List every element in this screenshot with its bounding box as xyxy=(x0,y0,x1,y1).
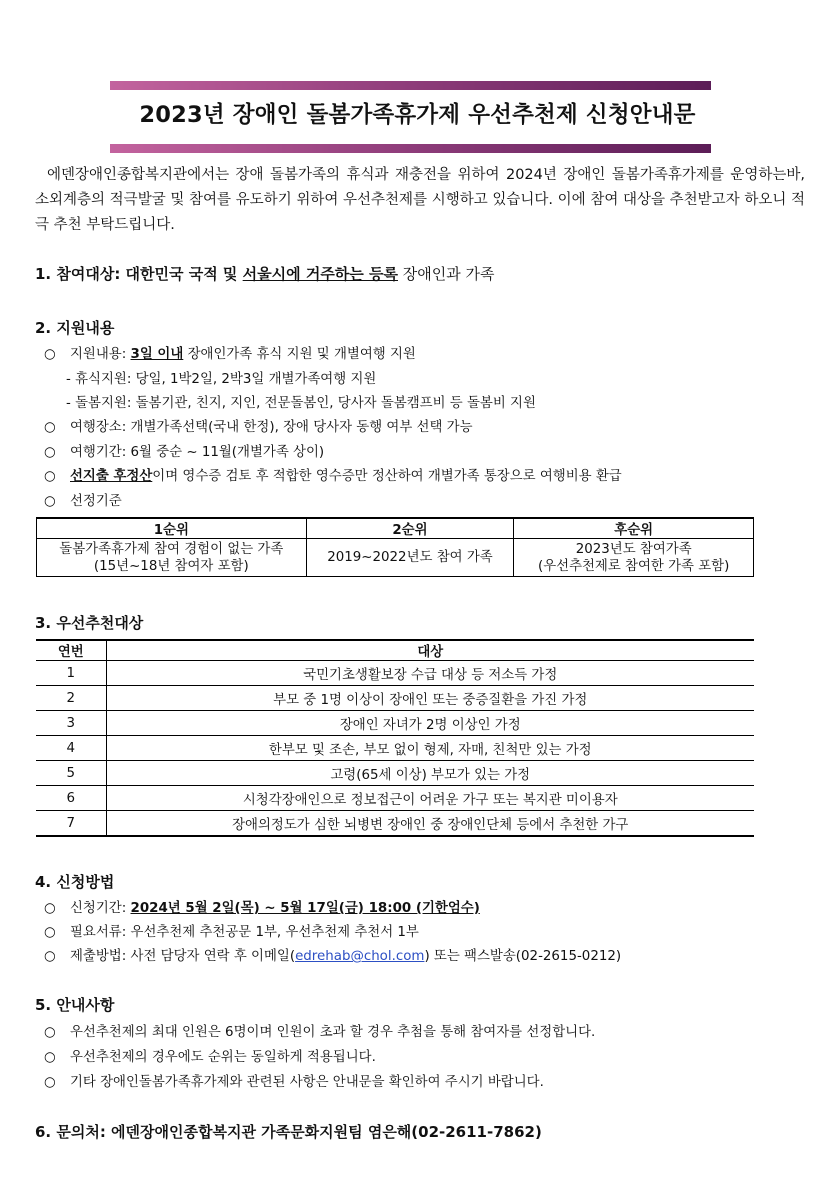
notice-item xyxy=(44,1071,544,1090)
criteria-text: 선정기준 xyxy=(70,494,122,509)
notice-text: 기타 장애인돌봄가족휴가제와 관련된 사항은 안내문을 확인하여 주시기 바랍니다. xyxy=(70,1075,544,1090)
criteria-header-1: 1순위 xyxy=(37,518,307,539)
column-header-no: 연번 xyxy=(36,640,106,661)
rest-support-subitem: - 휴식지원: 당일, 1박2일, 2박3일 개별가족여행 지원 xyxy=(66,372,377,387)
table-row xyxy=(36,811,754,837)
application-period-value: 2024년 5월 2일(목) ~ 5월 17일(금) 18:00 (기한엄수) xyxy=(130,901,480,916)
notice-text: 우선추천제의 최대 인원은 6명이며 인원이 초과 할 경우 추첨을 통해 참여자를 선정합니다. xyxy=(70,1025,596,1040)
row-number: 1 xyxy=(36,661,106,686)
application-period-label: 신청기간: xyxy=(70,901,131,916)
intro-paragraph: 에덴장애인종합복지관에서는 장애 돌봄가족의 휴식과 재충전을 위하여 2024년 장애인 돌봄가족휴가제를 운영하는바, 소외계층의 적극발굴 및 참여를 유도하기 위하여 우선추천제를 시행하고 있습니다. 이에 참여 대상을 추천받고자 하오니 적극 추천 부탁드립니다. xyxy=(35,167,805,233)
criteria-header-3: 후순위 xyxy=(514,518,754,539)
table-row xyxy=(36,686,754,711)
contact-heading: 6. 문의처: 에덴장애인종합복지관 가족문화지원팀 염은해(02-2611-7862) xyxy=(35,1123,542,1141)
page-title: 2023년 장애인 돌봄가족휴가제 우선추천제 신청안내문 xyxy=(139,102,696,128)
section-1-heading-prefix: 1. 참여대상: 대한민국 국적 및 xyxy=(35,265,243,283)
travel-period-text: 여행기간: 6월 중순 ~ 11월(개별가족 상이) xyxy=(70,445,325,460)
prepay-item xyxy=(44,465,622,484)
submission-method-item xyxy=(44,945,621,964)
travel-place-text: 여행장소: 개별가족선택(국내 한정), 장애 당사자 동행 여부 선택 가능 xyxy=(70,420,473,435)
bullet-icon: ○ xyxy=(44,1050,56,1065)
bullet-icon: ○ xyxy=(44,949,56,964)
row-target: 장애인 자녀가 2명 이상인 가정 xyxy=(106,711,754,736)
row-number: 2 xyxy=(36,686,106,711)
criteria-cell-1-line-2: (15년~18년 참여자 포함) xyxy=(93,558,249,574)
bullet-icon: ○ xyxy=(44,925,56,940)
prepay-text: 이며 영수증 검토 후 적합한 영수증만 정산하여 개별가족 통장으로 여행비용 환급 xyxy=(152,469,622,484)
support-emphasis: 3일 이내 xyxy=(130,347,184,362)
support-label: 지원내용: xyxy=(70,347,131,362)
travel-period-item xyxy=(44,441,324,460)
row-target: 고령(65세 이상) 부모가 있는 가정 xyxy=(106,761,754,786)
row-target: 국민기초생활보장 수급 대상 등 저소득 가정 xyxy=(106,661,754,686)
criteria-cell-3-line-2: (우선추천제로 참여한 가족 포함) xyxy=(537,558,730,574)
bullet-icon: ○ xyxy=(44,420,56,435)
notice-text: 우선추천제의 경우에도 순위는 동일하게 적용됩니다. xyxy=(70,1050,376,1065)
bullet-icon: ○ xyxy=(44,901,56,916)
row-target: 장애의정도가 심한 뇌병변 장애인 중 장애인단체 등에서 추천한 가구 xyxy=(106,811,754,837)
row-target: 부모 중 1명 이상이 장애인 또는 중증질환을 가진 가정 xyxy=(106,686,754,711)
title-bar-top xyxy=(110,81,711,90)
column-header-target: 대상 xyxy=(106,640,754,661)
travel-place-item xyxy=(44,416,473,435)
bullet-icon: ○ xyxy=(44,445,56,460)
criteria-header-2: 2순위 xyxy=(306,518,514,539)
submission-method-prefix: 제출방법: 사전 담당자 연락 후 이메일( xyxy=(70,949,296,964)
criteria-cell-3 xyxy=(514,539,754,577)
table-row xyxy=(36,711,754,736)
row-number: 3 xyxy=(36,711,106,736)
bullet-icon: ○ xyxy=(44,469,56,484)
required-docs-text: 필요서류: 우선추천제 추천공문 1부, 우선추천제 추천서 1부 xyxy=(70,925,419,940)
support-description: 장애인가족 휴식 지원 및 개별여행 지원 xyxy=(183,347,416,362)
application-period-item xyxy=(44,897,480,916)
notice-item xyxy=(44,1021,595,1040)
title-bar-bottom xyxy=(110,144,711,153)
section-1-heading xyxy=(35,263,494,284)
criteria-item xyxy=(44,490,122,509)
email-link[interactable]: edrehab@chol.com xyxy=(295,949,425,964)
criteria-cell-1-line-1: 돌봄가족휴가제 참여 경험이 없는 가족 xyxy=(59,541,284,557)
criteria-table xyxy=(36,517,754,577)
row-target: 시청각장애인으로 정보접근이 어려운 가구 또는 복지관 미이용자 xyxy=(106,786,754,811)
row-target: 한부모 및 조손, 부모 없이 형제, 자매, 친척만 있는 가정 xyxy=(106,736,754,761)
table-row xyxy=(36,761,754,786)
bullet-icon: ○ xyxy=(44,494,56,509)
row-number: 7 xyxy=(36,811,106,837)
section-5-heading: 5. 안내사항 xyxy=(35,996,115,1014)
priority-target-table xyxy=(36,639,754,837)
criteria-cell-2-line-1: 2019~2022년도 참여 가족 xyxy=(327,550,493,565)
section-4-heading: 4. 신청방법 xyxy=(35,873,115,891)
support-content-item xyxy=(44,343,416,362)
row-number: 6 xyxy=(36,786,106,811)
bullet-icon: ○ xyxy=(44,1025,56,1040)
table-row xyxy=(36,661,754,686)
bullet-icon: ○ xyxy=(44,347,56,362)
row-number: 4 xyxy=(36,736,106,761)
row-number: 5 xyxy=(36,761,106,786)
submission-method-suffix: ) 또는 팩스발송(02-2615-0212) xyxy=(424,949,622,964)
section-1-heading-underlined: 서울시에 거주하는 등록 xyxy=(242,265,398,283)
section-2-heading: 2. 지원내용 xyxy=(35,319,115,337)
notice-item xyxy=(44,1046,376,1065)
section-1-heading-suffix: 장애인과 가족 xyxy=(398,265,495,283)
table-row xyxy=(36,736,754,761)
section-3-heading: 3. 우선추천대상 xyxy=(35,614,144,632)
care-support-subitem: - 돌봄지원: 돌봄기관, 친지, 지인, 전문돌봄인, 당사자 돌봄캠프비 등 돌봄비 지원 xyxy=(66,396,536,411)
criteria-cell-1 xyxy=(37,539,307,577)
table-row xyxy=(36,786,754,811)
criteria-cell-2 xyxy=(306,539,514,577)
bullet-icon: ○ xyxy=(44,1075,56,1090)
required-docs-item xyxy=(44,921,419,940)
prepay-emphasis: 선지출 후정산 xyxy=(70,469,153,484)
criteria-cell-3-line-1: 2023년도 참여가족 xyxy=(575,541,692,557)
